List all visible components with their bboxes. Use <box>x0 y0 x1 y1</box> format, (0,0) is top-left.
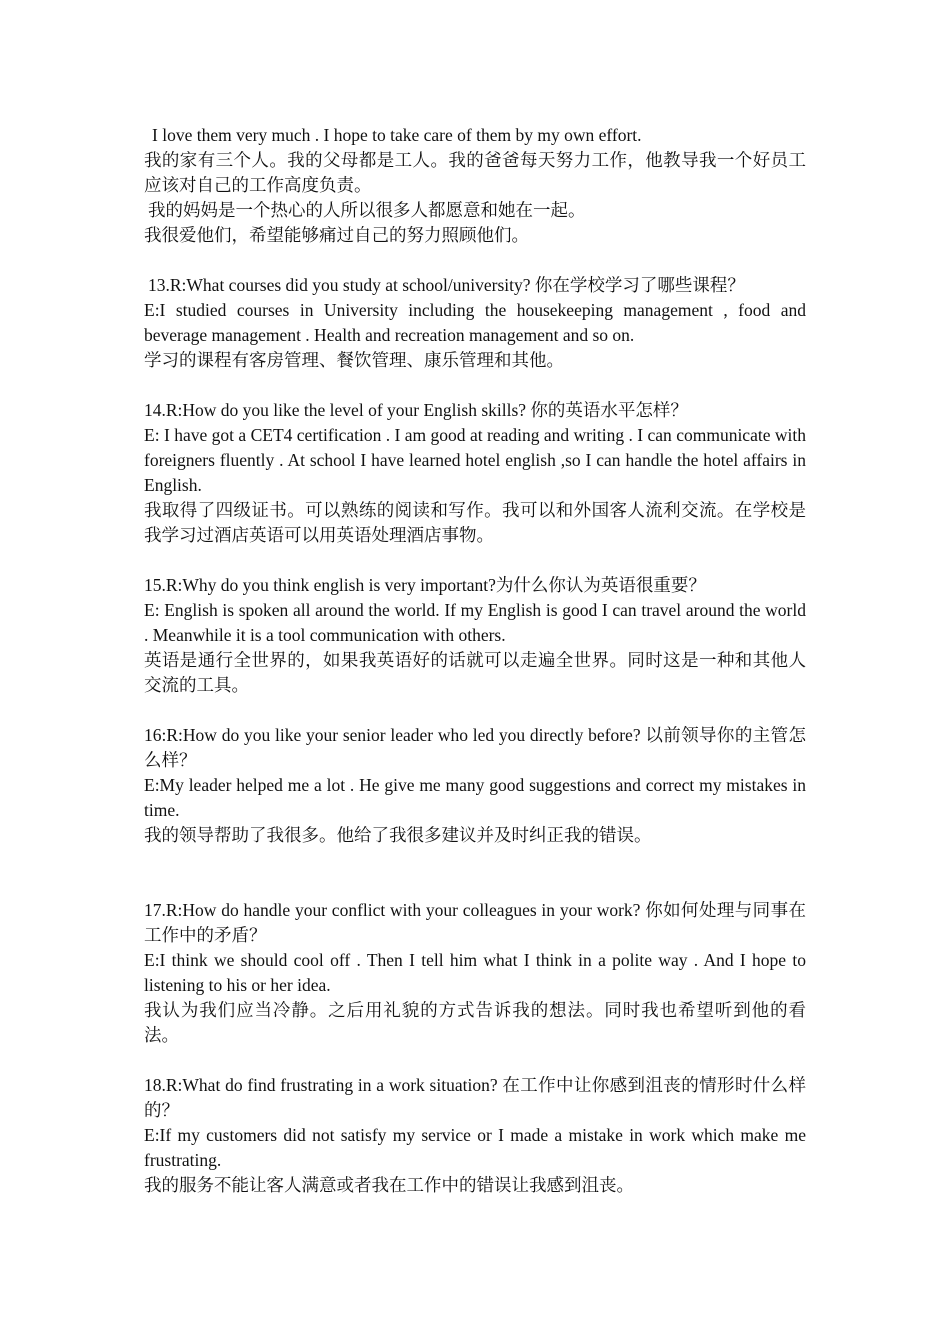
question-15: 15.R:Why do you think english is very important?为什么你认为英语很重要？ <box>144 575 706 595</box>
qa-block-15 <box>144 573 806 698</box>
qa-block-16 <box>144 723 806 848</box>
spacer <box>144 848 806 898</box>
answer-17-chinese: 我认为我们应当冷静。之后用礼貌的方式告诉我的想法。同时我也希望听到他的看法。 <box>144 1000 806 1045</box>
qa-block-18 <box>144 1073 806 1198</box>
qa-block-13 <box>144 273 806 373</box>
intro-english: I love them very much . I hope to take care of them by my own effort. <box>152 125 642 145</box>
qa-block-17 <box>144 898 806 1048</box>
answer-18-english: E:If my customers did not satisfy my service or I made a mistake in work which make me frustrating. <box>144 1125 806 1170</box>
question-18: 18.R:What do find frustrating in a work situation? 在工作中让你感到沮丧的情形时什么样的？ <box>144 1075 806 1120</box>
answer-18-chinese: 我的服务不能让客人满意或者我在工作中的错误让我感到沮丧。 <box>144 1175 634 1195</box>
qa-block-14 <box>144 398 806 548</box>
intro-chinese-family: 我的家有三个人。我的父母都是工人。我的爸爸每天努力工作，他教导我一个好员工应该对自己的工作高度负责。 <box>144 150 806 195</box>
answer-17-english: E:I think we should cool off . Then I tell him what I think in a polite way . And I hope to listening to his or her idea. <box>144 950 806 995</box>
spacer <box>144 373 806 398</box>
spacer <box>144 548 806 573</box>
intro-chinese-mother: 我的妈妈是一个热心的人所以很多人都愿意和她在一起。 <box>148 200 586 220</box>
answer-14-chinese: 我取得了四级证书。可以熟练的阅读和写作。我可以和外国客人流利交流。在学校是我学习过酒店英语可以用英语处理酒店事物。 <box>144 500 806 545</box>
answer-13-english: E:I studied courses in University including the housekeeping management , food and beverage management . Health and recreation management and so on. <box>144 300 806 345</box>
answer-15-english: E: English is spoken all around the world. If my English is good I can travel around the world . Meanwhile it is a tool communication with others. <box>144 600 806 645</box>
document-page <box>144 123 806 1198</box>
answer-16-chinese: 我的领导帮助了我很多。他给了我很多建议并及时纠正我的错误。 <box>144 825 652 845</box>
answer-16-english: E:My leader helped me a lot . He give me many good suggestions and correct my mistakes in time. <box>144 775 806 820</box>
spacer <box>144 1048 806 1073</box>
intro-chinese-love: 我很爱他们，希望能够痛过自己的努力照顾他们。 <box>144 225 529 245</box>
question-13: 13.R:What courses did you study at school/university? 你在学校学习了哪些课程？ <box>148 275 745 295</box>
answer-15-chinese: 英语是通行全世界的，如果我英语好的话就可以走遍全世界。同时这是一种和其他人交流的工具。 <box>144 650 806 695</box>
spacer <box>144 698 806 723</box>
answer-14-english: E: I have got a CET4 certification . I am good at reading and writing . I can communicate with foreigners fluently . At school I have learned hotel english ,so I can handle the hotel affairs in English. <box>144 425 806 495</box>
question-14: 14.R:How do you like the level of your English skills? 你的英语水平怎样？ <box>144 400 688 420</box>
question-17: 17.R:How do handle your conflict with your colleagues in your work? 你如何处理与同事在工作中的矛盾？ <box>144 900 806 945</box>
spacer <box>144 248 806 273</box>
question-16: 16:R:How do you like your senior leader who led you directly before? 以前领导你的主管怎么样？ <box>144 725 806 770</box>
answer-13-chinese: 学习的课程有客房管理、餐饮管理、康乐管理和其他。 <box>144 350 564 370</box>
